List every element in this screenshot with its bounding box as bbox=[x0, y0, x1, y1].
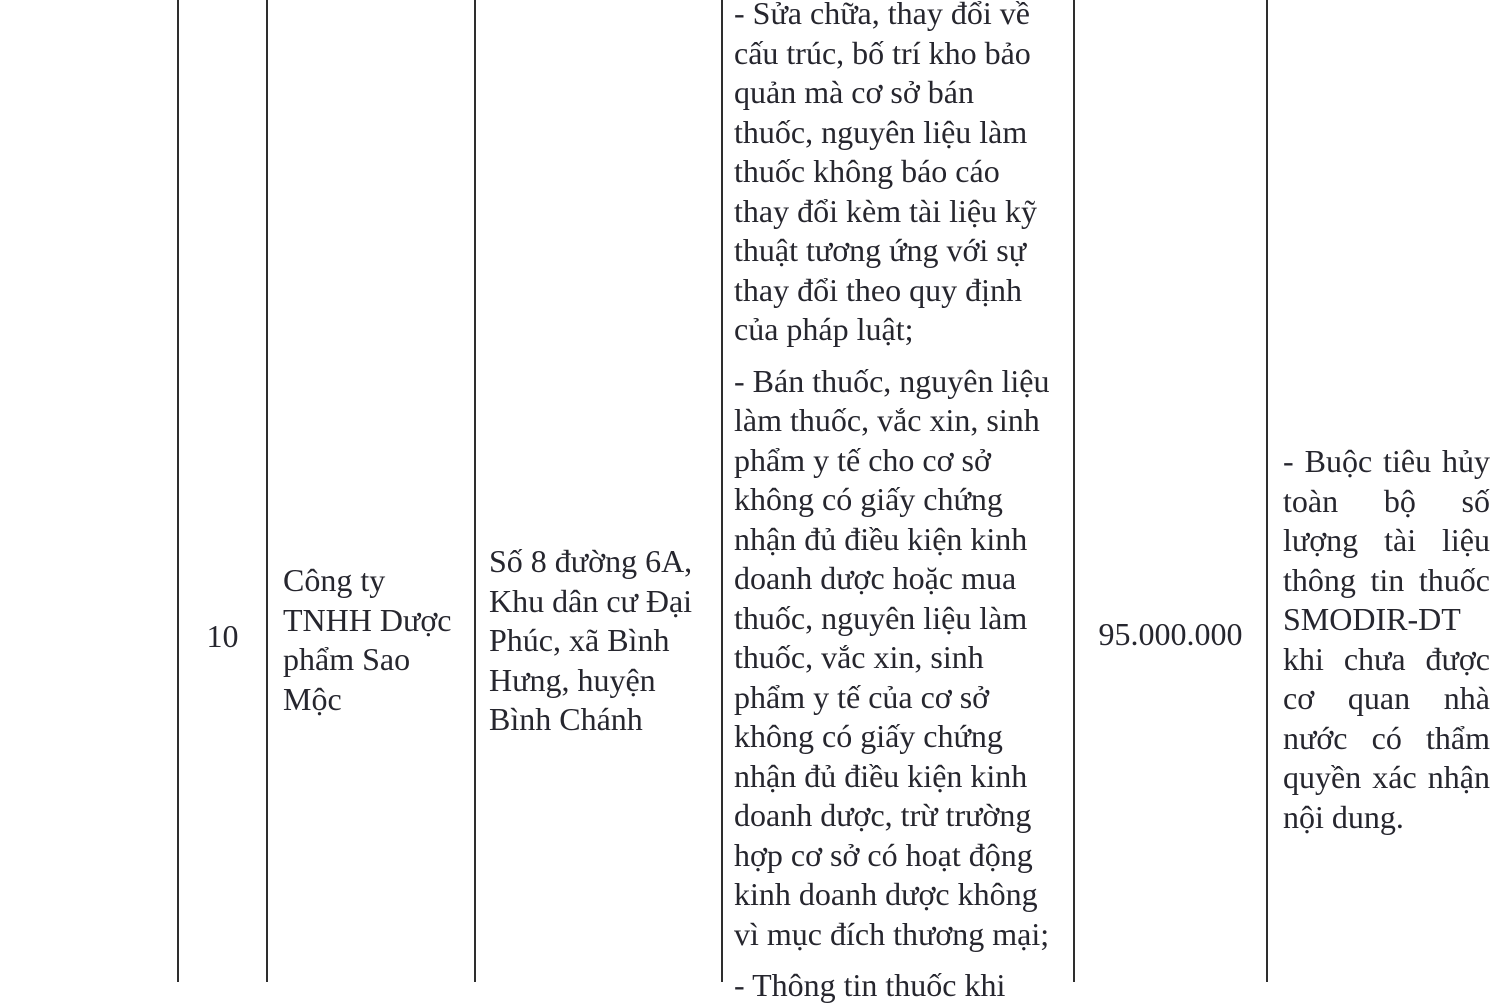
text-line: lượng tài liệu bbox=[1283, 522, 1490, 558]
text-line: - Buộc tiêu hủy bbox=[1283, 443, 1490, 479]
text-line: thay đổi kèm tài liệu kỹ bbox=[734, 192, 1038, 229]
text-line: phẩm y tế cho cơ sở bbox=[734, 441, 991, 478]
text-line: phẩm Sao bbox=[283, 641, 411, 677]
text-line: nhận đủ điều kiện kinh bbox=[734, 520, 1028, 557]
text-line: Mộc bbox=[283, 680, 342, 717]
text-line: - Bán thuốc, nguyên liệu bbox=[734, 362, 1050, 399]
cell-company-name bbox=[283, 561, 472, 719]
text-line: khi chưa được bbox=[1283, 640, 1490, 677]
text-line: doanh dược, trừ trường bbox=[734, 797, 1032, 833]
text-line: kinh doanh dược không bbox=[734, 876, 1038, 912]
text-line: - Sửa chữa, thay đổi về bbox=[734, 0, 1030, 31]
text-line: quyền xác nhận bbox=[1283, 759, 1490, 795]
remedial-measures-last-line: nội dung. bbox=[1283, 798, 1404, 835]
cell-violations bbox=[734, 0, 1070, 1006]
text-line: của pháp luật; bbox=[734, 311, 914, 347]
table-column-border bbox=[1266, 0, 1268, 982]
cell-address bbox=[489, 542, 719, 740]
text-line: thuốc, nguyên liệu làm bbox=[734, 599, 1028, 636]
text-line: hợp cơ sở có hoạt động bbox=[734, 836, 1033, 873]
text-line: Hưng, huyện bbox=[489, 661, 656, 698]
text-line: Số 8 đường 6A, bbox=[489, 543, 693, 579]
table-column-border bbox=[266, 0, 268, 982]
text-line: làm thuốc, vắc xin, sinh bbox=[734, 402, 1040, 438]
text-line: thuốc không báo cáo bbox=[734, 153, 1000, 189]
text-line: SMODIR-DT bbox=[1283, 601, 1461, 637]
cell-row-number: 10 bbox=[206, 618, 239, 654]
violation-paragraph-clipped bbox=[734, 966, 1070, 1006]
text-line: thông tin thuốc bbox=[1283, 561, 1490, 598]
table-column-border bbox=[721, 0, 723, 982]
table-column-border bbox=[177, 0, 179, 982]
cell-fine-amount: 95.000.000 bbox=[1098, 616, 1243, 652]
text-line: doanh dược hoặc mua bbox=[734, 560, 1017, 596]
text-line: không có giấy chứng bbox=[734, 718, 1003, 754]
text-line: không có giấy chứng bbox=[734, 481, 1003, 517]
text-line: phẩm y tế của cơ sở bbox=[734, 678, 990, 715]
remedial-measures-justified bbox=[1283, 442, 1490, 798]
text-line: Khu dân cư Đại bbox=[489, 582, 693, 619]
cell-remedial-measures bbox=[1283, 442, 1490, 837]
violation-paragraph bbox=[734, 362, 1070, 955]
text-line: thuốc, nguyên liệu làm bbox=[734, 113, 1028, 150]
text-line: thuật tương ứng với sự bbox=[734, 232, 1027, 268]
text-line: Công ty bbox=[283, 562, 386, 598]
text-line: nước có thẩm bbox=[1283, 719, 1490, 756]
text-line: thay đổi theo quy định bbox=[734, 271, 1022, 308]
text-line: quản mà cơ sở bán bbox=[734, 74, 974, 110]
table-column-border bbox=[474, 0, 476, 982]
text-line: thuốc, vắc xin, sinh bbox=[734, 639, 984, 675]
text-line: toàn bộ số bbox=[1283, 482, 1490, 519]
text-line: - Thông tin thuốc khi bbox=[734, 967, 1006, 1003]
violation-paragraph bbox=[734, 0, 1070, 350]
text-line: TNHH Dược bbox=[283, 601, 452, 638]
text-line: nhận đủ điều kiện kinh bbox=[734, 757, 1028, 794]
text-line: Bình Chánh bbox=[489, 701, 643, 737]
table-column-border bbox=[1073, 0, 1075, 982]
text-line: cơ quan nhà bbox=[1283, 680, 1490, 716]
text-line: cấu trúc, bố trí kho bảo bbox=[734, 34, 1031, 71]
text-line: vì mục đích thương mại; bbox=[734, 915, 1050, 952]
text-line: Phúc, xã Bình bbox=[489, 622, 670, 658]
